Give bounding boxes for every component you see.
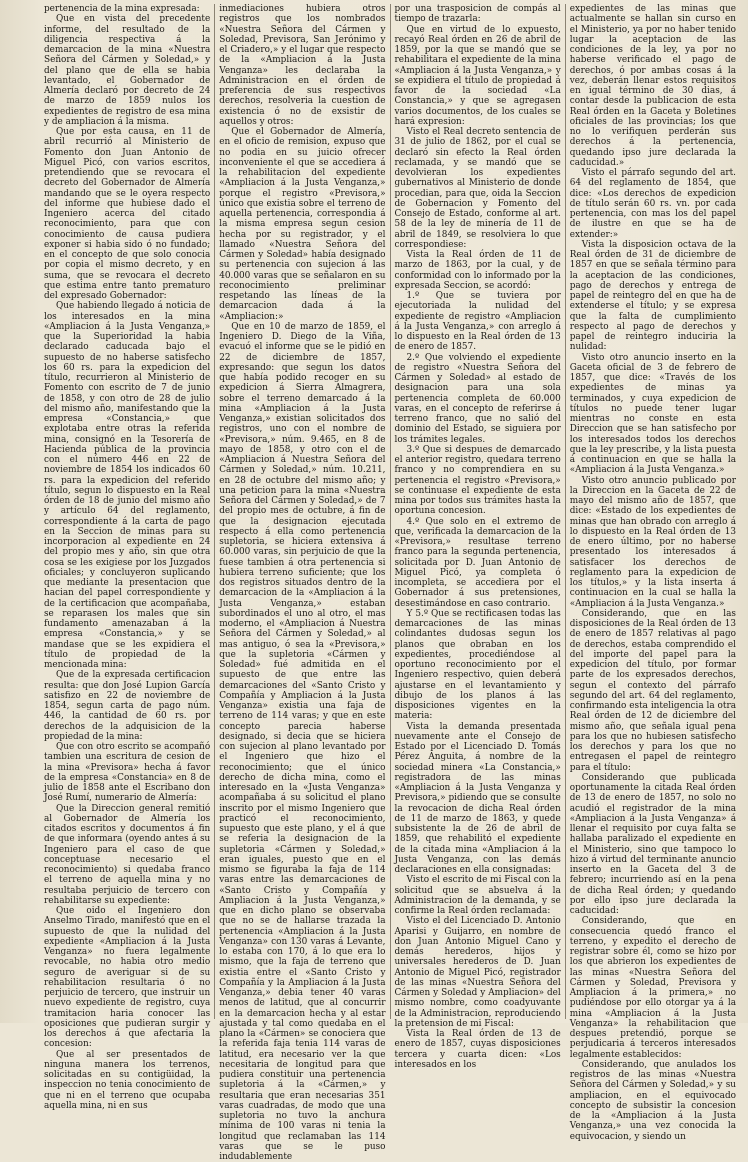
paragraph: Que en 10 de marzo de 1859, el Ingeniero D. Diego de la Viña, evacuó el informe que se le pidió en 22 de diciembre de 1857, expresando: que segun los datos que había podido recoger en su expedicion á Sierra Almagrera, sobre el terreno demarcado á la mina «Ampliacion á la Justa Venganza,» existian solicitados dos registros, uno con el nombre de «Previsora,» núm. 9.465, en 8 de mayo de 1858, y otro con el de «Ampliacion á Nuestra Señora del Cármen y Soledad,» núm. 10.211, en 28 de octubre del mismo año; y una peticion para la mina «Nuestra Señora del Cármen y Soledad,» de 7 del propio mes de octubre, á fin de que la designacion ejecutada respecto á ella como pertenencia supletoria, se hiciera extensiva á 60.000 varas, sin perjuicio de que la fuese tambien á otra pertenencia si hubiera terreno suficiente; que los dos registros situados dentro de la demarcacion de la «Ampliacion á la Justa Venganza,» estaban subordinados el uno al otro, el mas moderno, el «Ampliacion á Nuestra Señora del Cármen y Soledad,» al mas antiguo, ó sea la «Previsora,» que la supletoria «Cármen y Soledad» fué admitida en el supuesto de que entre las demarcaciones del «Santo Cristo y Compañía y Ampliacion á la Justa Venganza» existia una faja de terreno de 114 varas; y que en este concepto parecia haberse designado, si decia que se hiciera con sujecion al plano levantado por el Ingeniero que hizo el reconocimiento; que el único derecho de dicha mina, como el interesado en la «Justa Venganza» acompañaba á su solicitud el plano inscrito por el mismo Ingeniero que practicó el reconocimiento, supuesto que este plano, y el á que se referia la designacion de la supletoria «Cármen y Soledad,» eran iguales, puesto que en el mismo se figuraba la faja de 114 varas entre las demarcaciones de «Santo Cristo y Compañía y Ampliacion á la Justa Venganza,» que en dicho plano se observaba que no se de hallarse trazada la pertenencia «Ampliacion á la Justa Venganza» con 130 varas á Levante, lo estaba con 170, á lo que era lo mismo, que la faja de terreno que existia entre el «Santo Cristo y Compañía y la Ampliacion á la Justa Venganza,» debia tener 40 varas menos de latitud, que al concurrir en la demarcacion hecha y al estar ajustada y tal como quedaba en el plano la «Cármen» se conociera que la referida faja tenia 114 varas de latitud, era necesario ver la que necesitaria de longitud para que pudiera constituir una pertenencia supletoria á la «Cármen,» y resultaria que eran necesarias 351 varas cuadradas, de modo que una supletoria no tuvo la anchura mínima de 100 varas ni tenia la longitud que reclamaban las 114 varas que se le puso indudablemente — [219, 321, 386, 1162]
paragraph: Que por esta causa, en 11 de abril recurrió al Ministerio de Fomento don Juan Antonio de Miguel Picó, con varios escritos, pretendiendo que se revocara el decreto del Gobernador de Almería mandando que se le oyera respecto del informe que hubiese dado el Ingeniero acerca del citado reconocimiento, para que con conocimiento de causa pudiera exponer si habia sido ó no fundado; en el concepto de que solo conocia por copia el mismo decreto, y en suma, que se revocara el decreto que estima entre tanto prematuro del expresado Gobernador: — [44, 127, 211, 301]
column-2 — [215, 4, 390, 1162]
paragraph: Que habiendo llegado á noticia de los interesados en la mina «Ampliacion á la Justa Venganza,» que la Superioridad la habia declarado caducada bajo el supuesto de no haberse satisfecho los 60 rs. para la expedicion del título, recurrieron al Ministerio de Fomento con escrito de 7 de junio de 1858, y con otro de 28 de julio del mismo año, manifestando que la empresa «Constancia,» que explotaba entre otras la referida mina, consignó en la Tesorería de Hacienda pública de la provincia con el número 446 en 22 de noviembre de 1854 los indicados 60 rs. para la expedicion del referido título, segun lo dispuesto en la Real órden de 18 de junio del mismo año y artículo 64 del reglamento, correspondiente á la carta de pago en la Seccion de minas para su incorporacion al expediente en 24 del propio mes y año, sin que otra cosa se les exigiese por los Juzgados oficiales; y concluyeron suplicando que mediante la presentacion que hacian del papel correspondiente y de la certificacion que acompañaba, se reparasen los males que sin fundamento amenazaban á la empresa «Constancia,» y se mandase que se les expidiera el título de propiedad de la mencionada mina: — [44, 301, 211, 670]
paragraph: inmediaciones hubiera otros registros que los nombrados «Nuestra Señora del Cármen y Soledad, Previsora, San Jerónimo y el Criadero,» y el lugar que respecto de la «Ampliacion á la Justa Venganza» les declaraba la Administracion en el órden de preferencia de sus respectivos derechos, resolveria la cuestion de existencia ó no de exsistir de aquellos y otros: — [219, 4, 386, 127]
paragraph: Visto otro anuncio inserto en la Gaceta oficial de 3 de febrero de 1857, que dice: «Través de los expedientes de minas ya terminados, y cuya expedicion de títulos no puede tener lugar mientras no conste en esta Direccion que se han satisfecho por los interesados todos los derechos que la ley prescribe, y la lista puesta á continuacion en que se halla la «Ampliacion á la Justa Venganza.» — [569, 352, 736, 476]
column-1 — [40, 4, 215, 1111]
paragraph: Considerando, que en consecuencia quedó franco el terreno, y expedito el derecho de registrar sobre él, como se hizo por los que abrieron los expedientes de las minas «Nuestra Señora del Cármen y Soledad, Previsora y Ampliacion á la primera,» no pudiéndose por ello otorgar ya á la mina «Ampliacion á la Justa Venganza» la rehabilitacion que despues pretendió, porque se perjudicaria á terceros interesados legalmente establecidos: — [569, 916, 736, 1060]
paragraph: Vista la Real órden de 11 de marzo de 1863, por la cual, y de conformidad con lo informado por la expresada Seccion, se acordó: — [394, 250, 561, 291]
paragraph: Que en virtud de lo expuesto, recayó Real órden en 26 de abril de 1859, por la que se mandó que se rehabilitara el expediente de la mina «Ampliacion á la Justa Venganza,» y se expidiera el título de propiedad á favor de la sociedad «La Constancia,» y que se agregasen varios documentos, de los cuales se hará expresion: — [394, 24, 561, 127]
paragraph: Visto el párrafo segundo del art. 64 del reglamento de 1854, que dice: «Los derechos de expedicion de título serán 60 rs. vn. por cada pertenencia, con mas los del papel de ilustre en que se ha de extender:» — [569, 168, 736, 240]
paragraph: Que en vista del precedente informe, del resultado de la diligencia respectiva á la demarcacion de la mina «Nuestra Señora del Cármen y Soledad,» y del plano que de ella se habia levantado, el Gobernador de Almería declaró por decreto de 24 de marzo de 1859 nulos los expedientes de registro de esa mina y de ampliacion á la misma. — [44, 14, 211, 127]
paragraph: Que al ser presentados de ninguna manera los terrenos, solicitadas en su contigüidad, la inspeccion no tenia conocimiento de que ni en el terreno que ocupaba aquella mina, ni en sus — [44, 1049, 211, 1111]
column-4 — [566, 4, 740, 1142]
paragraph: Considerando, que en las disposiciones de la Real órden de 13 de enero de 1857 relativas al pago de derechos, estaba comprendido el del importe del papel para la expedicion del título, por formar parte de los expresados derechos, segun el contexto del párrafo segundo del art. 64 del reglamento, confirmando esta inteligencia la otra Real órden de 12 de diciembre del mismo año, que señala igual pena para los que no hubiesen satisfecho los derechos y para los que no entregasen el papel de reintegro para el título: — [569, 608, 736, 773]
paragraph: Que el Gobernador de Almería, en el oficio de remision, expuso que no podia en su juicio ofrecer inconveniente el que se accediera á la rehabilitacion del expediente «Ampliacion á la Justa Venganza,» porque el registro «Previsora,» único que existia sobre el terreno de aquella pertenencia, correspondia á la misma empresa segun cesion hecha por su registrador, y el llamado «Nuestra Señora del Cármen y Soledad» había designado su pertenencia con sujecion á las 40.000 varas que se señalaron en su reconocimiento preliminar respetando las líneas de la demarcacion dada á la «Ampliacion:» — [219, 127, 386, 322]
paragraph: 1.º Que se tuviera por ejecutoriada la nulidad del expediente de registro «Ampliacion á la Justa Venganza,» con arreglo á lo dispuesto en la Real órden de 13 de enero de 1857. — [394, 291, 561, 353]
paragraph: por una trasposicion de compás al tiempo de trazarla: — [394, 4, 561, 25]
paragraph: pertenencia de la mina expresada: — [44, 4, 200, 14]
paragraph: Vista la demanda presentada nuevamente ante el Consejo de Estado por el Licenciado D. Tomás Pérez Anguita, á nombre de la sociedad minera «La Constancia,» registradora de las minas «Ampliacion á la Justa Venganza y Previsora,» pidiendo que se consulte la revocacion de dicha Real órden de 11 de marzo de 1863, y quede subsistente la de 26 de abril de 1859, que rehabilitó el expediente de la citada mina «Ampliacion á la Justa Venganza, con las demás declaraciones en ella consignadas: — [394, 721, 561, 875]
paragraph: Que oido el Ingeniero don Anselmo Tirado, manifestó que en el supuesto de que la nulidad del expediente «Ampliacion á la Justa Venganza» no fuera legalmente revocable, no habia otro medio seguro de averiguar si de su rehabilitacion resultaria ó no perjuicio de tercero, que instruir un nuevo expediente de registro, cuya tramitacion haria conocer las oposiciones que pudieran surgir y los derechos á que afectaria la concesion: — [44, 906, 211, 1050]
paragraph: Considerando que publicada oportunamente la citada Real órden de 13 de enero de 1857, no solo no acudió el registrador de la mina «Ampliacion á la Justa Venganza» á llenar el requisito por cuya falta se hallaba paralizado el expediente en el Ministerio, sino que tampoco lo hizo á virtud del terminante anuncio inserto en la Gaceta del 3 de febrero; incurriendo así en la pena de dicha Real órden; y quedando por ello ipso jure declarada la caducidad: — [569, 772, 736, 916]
paragraph: Vista la disposicion octava de la Real órden de 31 de diciembre de 1857 en que se señala término para la aceptacion de las condiciones, pago de derechos y entrega de papel de reintegro del en que ha de extenderse el título; y se expresa que la falta de cumplimiento respecto al pago de derechos y papel de reintegro induciria la nulidad: — [569, 239, 736, 353]
paragraph: Vista la Real órden de 13 de enero de 1857, cuyas disposiciones tercera y cuarta dicen: «Los interesados en los — [394, 1029, 561, 1070]
paragraph: Que con otro escrito se acompañó tambien una escritura de cesion de la mina «Previsora» hecha á favor de la empresa «Constancia» en 8 de julio de 1858 ante el Escribano don José Rumí, numerario de Almería: — [44, 742, 211, 804]
paragraph: Y 5.º Que se rectificasen todas las demarcaciones de las minas colindantes dudosas segun los planos que obraban en los expedientes, procediéndose al oportuno reconocimiento por el Ingeniero respectivo, quien deberá ajustarse en el levantamiento y dibujo de los planos á las disposiciones vigentes en la materia: — [394, 608, 561, 722]
paragraph: 2.º Que volviendo el expediente de registro «Nuestra Señora del Cármen y Soledad» al estado de designacion para una sola pertenencia completa de 60.000 varas, en el concepto de referirse á terreno franco, que no salió del dominio del Estado, se siguiera por los trámites legales. — [394, 352, 561, 445]
paragraph: 4.º Que solo en el extremo de que, verificada la demarcacion de la «Previsora,» resultase terreno franco para la segunda pertenencia, solicitada por D. Juan Antonio de Miguel Picó, ya completa ó incompleta, se accediera por el Gobernador á sus pretensiones, desestimándose en caso contrario. — [394, 516, 561, 609]
paragraph: Que de la expresada certificacion resulta: que don José Lupion García satisfizo en 22 de noviembre de 1854, segun carta de pago núm. 446, la cantidad de 60 rs. por derechos de la adquisicion de la propiedad de la mina: — [44, 670, 211, 742]
paragraph: expedientes de las minas que actualmente se hallan sin curso en el Ministerio, ya por no haber tenido lugar la aceptacion de las condiciones de la ley, ya por no haberse verificado el pago de derechos, ó por ambas cosas á la vez, deberán llenar estos requisitos en igual término de 30 dias, á contar desde la publicacion de esta Real órden en la Gaceta y Boletines oficiales de las provincias; los que no lo verifiquen perderán sus derechos á la pertenencia, quedando ipso jure declarada la caducidad.» — [569, 4, 736, 168]
paragraph: 3.º Que si despues de demarcado el anterior registro, quedara terreno franco y no comprendiera en su pertenencia el registro «Previsora,» se continuase el expediente de esta mina por todos sus trámites hasta la oportuna concesion. — [394, 444, 561, 517]
column-3 — [391, 4, 566, 1070]
paragraph: Visto el Real decreto sentencia de 31 de julio de 1862, por el cual se declaró sin efecto la Real órden reclamada, y se mandó que se devolvieran los expedientes gubernativos al Ministerio de donde procedian, para que, oida la Seccion de Gobernacion y Fomento del Consejo de Estado, conforme al art. 58 de la ley de minería de 11 de abril de 1849, se resolviera lo que correspondiese: — [394, 127, 561, 250]
paragraph: Que la Direccion general remitió al Gobernador de Almería los citados escritos y documentos á fin de que informara (oyendo antes á su Ingeniero para el caso de que conceptuase necesario el reconocimiento) si quedaba franco el terreno de aquella mina y no resultaba perjuicio de tercero con rehabilitarse su expediente: — [44, 803, 211, 906]
text-columns — [40, 4, 740, 1162]
paragraph: Visto el del Licenciado D. Antonio Aparisi y Guijarro, en nombre de don Juan Antonio Miguel Cano y demás herederos, hijos y universales herederos de D. Juan Antonio de Miguel Picó, registrador de las minas «Nuestra Señora del Cármen y Soledad y Ampliacion» del mismo nombre, como coadyuvante de la Administracion, reproduciendo la pretension de mi Fiscal: — [394, 916, 561, 1029]
paragraph: Considerando, que anulados los registros de las minas «Nuestra Señora del Cármen y Soledad,» y su ampliacion, en el equivocado concepto de subsistir la concesion de la «Ampliacion á la Justa Venganza,» una vez conocida la equivocacion, y siendo un — [569, 1059, 736, 1142]
paragraph: Visto el escrito de mi Fiscal con la solicitud que se absuelva á la Administracion de la demanda, y se confirme la Real órden reclamada: — [394, 875, 561, 916]
paragraph: Visto otro anuncio publicado por la Direccion en la Gaceta de 22 de mayo del mismo año de 1857, que dice: «Estado de los expedientes de minas que han obrado con arreglo á lo dispuesto en la Real órden de 13 de enero último, por no haberse presentado los interesados á satisfacer los derechos de reglamento para la expedicion de los títulos,» y la lista inserta á continuacion en la cual se halla la «Ampliacion á la Justa Venganza.» — [569, 475, 736, 609]
